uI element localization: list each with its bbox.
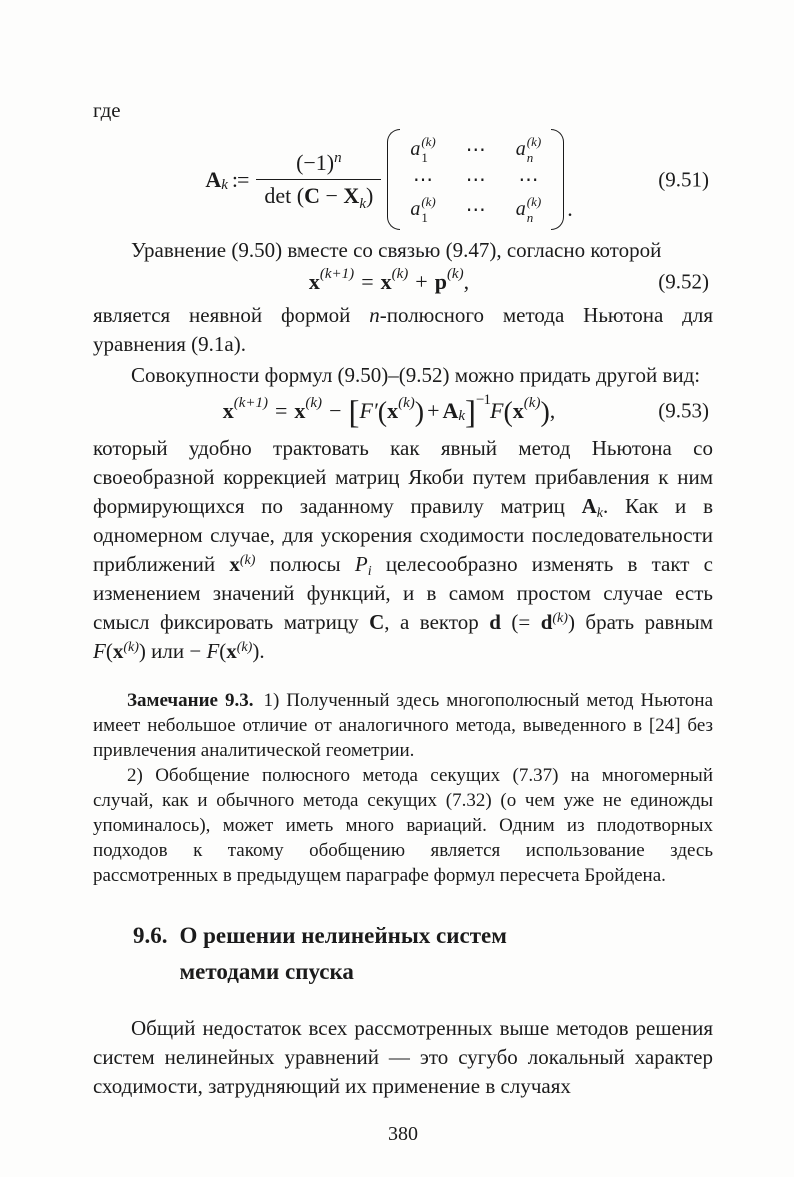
paragraph-final: Общий недостаток всех рассмотренных выше методов решения систем нелинейных уравнений — это сугубо локальный характер сходимости, затрудняющий их применение в случаях [93, 1016, 713, 1098]
text-run: целесообразно изменять в такт с изменением значений функций, и в самом простом случае есть смысл фиксировать матрицу [93, 552, 714, 634]
minus-operator: − [329, 398, 342, 423]
var-a: a [410, 138, 421, 160]
matrix [387, 129, 564, 230]
matrix-cell [516, 135, 541, 164]
matrix-A-symbol: A [581, 494, 597, 518]
paragraph-link-53: Совокупности формул (9.50)–(9.52) можно придать другой вид: [131, 363, 701, 387]
text-run: который удобно трактовать как явный метод Ньютона со своеобразной коррекцией матриц Якоби путем прибавления к ним формирующихся по заданному правилу матриц [93, 436, 713, 518]
function-F: F [93, 639, 106, 663]
text-run: является неявной формой [93, 303, 370, 327]
section-title-line-1: О решении нелинейных систем [179, 923, 507, 948]
matrix-C-symbol: C [304, 183, 320, 208]
paragraph-after-52 [93, 301, 713, 359]
remark-label: Замечание 9.3. [127, 690, 254, 711]
formula-9-52 [93, 266, 713, 295]
vector-p-symbol: p [434, 269, 447, 294]
equation-number: (9.51) [658, 167, 709, 191]
assign-operator: := [231, 166, 249, 192]
right-paren: ) [252, 639, 260, 663]
superscript-k: (k) [552, 611, 568, 626]
formula-body: x (k+1) = x (k) + p (k) , [308, 266, 470, 294]
subscript-k: k [596, 506, 604, 521]
text-run: , а вектор [384, 610, 490, 634]
jacobian-F-prime: F′ [359, 398, 378, 423]
var-a: a [515, 138, 526, 160]
text-run: 1) Полученный здесь многополюсный метод Ньютона имеет небольшое отличие от аналогичного метода, выведенного в [24] без привлечения аналитической геометрии. [93, 690, 714, 761]
subscript-1: 1 [421, 210, 428, 225]
left-paren: ( [219, 639, 227, 663]
var-n: n [369, 303, 380, 327]
subscript-n: n [526, 150, 534, 165]
matrix-ellipsis: ⋯ [518, 169, 539, 191]
scripts [421, 195, 435, 224]
superscript-k: (k) [236, 640, 253, 655]
vector-x-symbol: x [112, 639, 124, 663]
matrix-cell [516, 195, 541, 224]
vector-x-symbol: x [380, 269, 392, 294]
plus-operator: + [415, 269, 428, 294]
text-run: (−1) [296, 150, 335, 175]
function-F: F [490, 398, 504, 423]
remark-paragraph-1 [93, 688, 713, 763]
matrix-cell [410, 195, 435, 224]
fraction [256, 150, 381, 212]
formula-9-53 [93, 392, 713, 431]
remark-paragraph-2: 2) Обобщение полюсного метода секущих (7.37) на многомерный случай, как и обычного метода секущих (7.32) (о чем уже не единожды упоминалось), может иметь много вариаций. Одним из плодотворных подходов к такому обобщению является использование здесь рассмотренных в предыдущем параграфе формул пересчета Бройдена. [93, 765, 713, 886]
minus-operator: − [189, 639, 207, 663]
fraction-denominator [256, 179, 381, 212]
vector-x-symbol: x [308, 269, 320, 294]
function-F: F [206, 639, 220, 663]
superscript-k: (k) [526, 134, 542, 149]
section-title-line-2: методами спуска [179, 959, 354, 984]
vector-d-symbol: d [489, 610, 501, 634]
vector-x-symbol: x [222, 398, 234, 423]
period: . [259, 639, 265, 663]
comma: , [463, 269, 470, 294]
page-content [93, 0, 713, 1146]
matrix-ellipsis: ⋯ [465, 199, 486, 221]
matrix-ellipsis: ⋯ [413, 169, 434, 191]
page-number: 380 [388, 1123, 418, 1145]
var-a: a [410, 198, 421, 220]
left-paren: ( [105, 639, 113, 663]
right-paren: ) [138, 639, 146, 663]
formula-9-51 [93, 129, 713, 230]
text-run: -полюсного метода Ньютона для уравнения (9.1а). [93, 303, 713, 356]
vector-x-symbol: x [226, 639, 237, 663]
text-run: или [145, 639, 190, 663]
text-run: (= [500, 610, 541, 634]
text-run: ) [365, 183, 374, 208]
formula-body: A k := $\frac{(-1)^n}{\det (C - X_k)}$ a (k) 1 ⋯ a (k) n ⋯ ⋯ ⋯ a (k) 1 ⋯ a (k) n . [205, 129, 572, 230]
matrix-cell [410, 135, 435, 164]
text-run: ) брать равным [567, 610, 713, 634]
matrix-A-symbol: A [442, 398, 459, 423]
subscript-1: 1 [421, 150, 428, 165]
period: . [567, 196, 573, 221]
matrix-ellipsis: ⋯ [465, 139, 486, 161]
superscript-k: (k) [526, 194, 542, 209]
var-P: P [354, 552, 368, 576]
matrix-A-symbol: A [205, 166, 222, 192]
text-run: полюсы [255, 552, 355, 576]
paragraph-after-53 [93, 434, 713, 666]
plus-operator: + [427, 398, 440, 423]
section-number: 9.6. [133, 923, 168, 948]
text-run: . Как и в одномерном случае, для ускорения сходимости последовательности приближений [93, 494, 713, 576]
subscript-k: k [359, 196, 366, 212]
vector-x-symbol: x [294, 398, 306, 423]
equation-number: (9.52) [658, 269, 709, 294]
comma: , [549, 398, 556, 423]
matrix-C-symbol: C [369, 610, 385, 634]
var-a: a [515, 198, 526, 220]
vector-x-symbol: x [229, 552, 240, 576]
right-paren [551, 129, 564, 230]
formula-body: x (k+1) = x (k) − [ F′ ( x (k) ) + A k ] −1 F ( x (k) ) , [222, 392, 556, 431]
subscript-n: n [526, 210, 534, 225]
vector-x-symbol: x [512, 398, 524, 423]
exponent-n: n [334, 150, 342, 166]
text-run: det ( [264, 183, 305, 208]
scripts [527, 195, 541, 224]
matrix-X-symbol: X [343, 183, 360, 208]
section-heading [93, 918, 713, 990]
superscript-k: (k) [123, 640, 139, 655]
minus-operator: − [320, 183, 344, 208]
superscript-k: (k) [421, 134, 436, 149]
equals-operator: = [274, 398, 288, 423]
paragraph-link-52: Уравнение (9.50) вместе со связью (9.47), согласно которой [131, 238, 662, 262]
fraction-numerator [286, 150, 352, 179]
left-paren [387, 129, 400, 230]
scripts [527, 135, 541, 164]
subscript-i: i [367, 564, 372, 579]
matrix-ellipsis: ⋯ [465, 169, 486, 191]
equation-number: (9.53) [658, 398, 709, 423]
vector-x-symbol: x [387, 398, 399, 423]
paragraph-lead-in: где [93, 98, 121, 122]
scripts [421, 135, 435, 164]
vector-d-symbol: d [540, 610, 553, 634]
matrix-grid [400, 129, 551, 230]
superscript-k: (k) [421, 194, 436, 209]
equals-operator: = [361, 269, 374, 294]
superscript-k: (k) [239, 553, 256, 568]
section-title [180, 918, 507, 990]
